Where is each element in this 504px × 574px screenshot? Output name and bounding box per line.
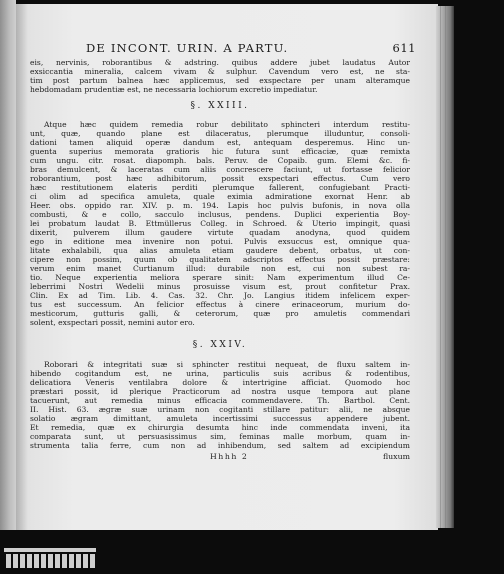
- text-line: roborantium, post hæc adhibitorum, possit exspectari effectus. Cum vero: [30, 174, 410, 183]
- text-line: Roborari & integritati suæ si sphincter restitui nequeat, de fluxu saltem in-: [44, 360, 410, 369]
- text-line: Heer. obs. oppido rar. XIV. p. m. 194. Lapis hoc pulvis bufonis, in nova olla: [30, 201, 410, 210]
- text-line: litate exhalabili, qua alias amuleta etiam gaudere debent, orbatus, ut con-: [30, 246, 410, 255]
- text-line: delicatiora Veneris ventilabra dolore & intertrigine afficiat. Quomodo hoc: [30, 378, 410, 387]
- text-line: dixerit, pulverem illum gaudere virtute quadam anodyna, quod quidem: [30, 228, 410, 237]
- catchword: fluxum: [382, 452, 410, 461]
- text-line: cipere non possim, quum ob qualitatem adscriptos effectus possit præstare:: [30, 255, 410, 264]
- text-line: Clin. Ex ad Tim. Lib. 4. Cas. 32. Chr. Jo. Langius itidem infelicem exper-: [30, 291, 410, 300]
- text-line: ego in editione mea invenire non potui. Pulvis exsuccus est, omnique qua-: [30, 237, 410, 246]
- text-line: verum enim manet Curtianum illud: durabile non est, cui non subest ra-: [30, 264, 410, 273]
- text-line: strumenta talia ferre, cum non ad inhibendum, sed saltem ad excipiendum: [30, 441, 410, 450]
- text-line: præstari possit, id plerique Practicorum ad nostra usque tempora aut plane: [30, 387, 410, 396]
- text-line: Et remedia, quæ ex chirurgia desumta hinc inde commendata inveni, ita: [30, 423, 410, 432]
- text-line: eis, nervinis, roborantibus & adstring. quibus addere jubet laudatus Autor: [30, 58, 410, 67]
- text-line: solent, exspectari possit, nemini autor ero.: [30, 318, 195, 327]
- binding-shadow: [14, 4, 28, 530]
- text-line: ci olim ad specifica amuleta, quale eximia admiratione exornat Henr. ab: [30, 192, 410, 201]
- signature-mark: Hhhh 2: [210, 452, 249, 461]
- text-line: exsiccantia mineralia, calcem vivam & sulphur. Cavendum vero est, ne sta-: [30, 67, 410, 76]
- text-line: II. Hist. 63. ægræ suæ urinam non cogitanti stillare patitur: alii, ne absque: [30, 405, 410, 414]
- text-line: combusti, & e collo, sacculo inclusus, pendens. Duplici experientia Boy-: [30, 210, 410, 219]
- text-line: unt, quæ, quando plane est dilaceratus, plerumque illuduntur, consoli-: [30, 129, 410, 138]
- text-line: tacuerunt, aut remedia minus efficacia commendavere. Th. Bartbol. Cent.: [30, 396, 410, 405]
- text-line: mesticorum, gutturis galli, & ceterorum, quæ pro amuletis commendari: [30, 309, 410, 318]
- text-line: dationi tamen aliquid operæ dandum est, antequam desperemus. Hinc un-: [30, 138, 410, 147]
- section-heading: §. XXIV.: [192, 340, 248, 350]
- text-line: cum ungu. citr. rosat. diapomph. bals. Peruv. de Copaib. gum. Elemi &c. fi-: [30, 156, 410, 165]
- running-head: [86, 41, 416, 55]
- text-line: bras demulcent, & laceratas cum aliis concrescere faciunt, ut fortasse felicior: [30, 165, 410, 174]
- right-page-edges: [436, 6, 454, 528]
- text-line: hæc restitutionem elateris perditi plerumque fallerent, confugiebant Practi-: [30, 183, 410, 192]
- signature-line: [30, 452, 410, 462]
- text-line: hibendo cogitandum est, ne urina, particulis suis acribus & rodentibus,: [30, 369, 410, 378]
- text-line: solatio ægram dimittant, amuleta incertissimi successus appendere jubent.: [30, 414, 410, 423]
- page-number: 611: [392, 41, 416, 55]
- left-page-edge: [0, 0, 16, 530]
- text-line: guenta superius memorata gratioris hic futura sunt efficaciæ, quæ remixta: [30, 147, 410, 156]
- running-title: DE INCONT. URIN. A PARTU.: [86, 41, 289, 55]
- text-line: leberrimi Nostri Wedelii minus prosuisse visum est, prout confitetur Prax.: [30, 282, 410, 291]
- text-line: hebdomadam prudentiæ est, ne necessaria lochiorum excretio impediatur.: [30, 85, 318, 94]
- text-line: lei probatum laudat B. Ettmüllerus Colleg. in Schroed. & Uterio impingit, quasi: [30, 219, 410, 228]
- library-logo-icon: [4, 546, 96, 570]
- text-line: comparata sunt, ut persuasissimus sim, feminas malle morbum, quam in-: [30, 432, 410, 441]
- text-line: tus est successum. An felicior effectus à cinere erinaceorum, murium do-: [30, 300, 410, 309]
- section-heading: §. XXIII.: [190, 101, 250, 111]
- text-line: Atque hæc quidem remedia robur debilitato sphincteri interdum restitu-: [44, 120, 410, 129]
- text-line: tim post partum balnea hæc applicemus, sed exspectare per unam alteramque: [30, 76, 410, 85]
- text-line: tio. Neque experientia meliora sperare sinit: Nam experimentum illud Ce-: [30, 273, 410, 282]
